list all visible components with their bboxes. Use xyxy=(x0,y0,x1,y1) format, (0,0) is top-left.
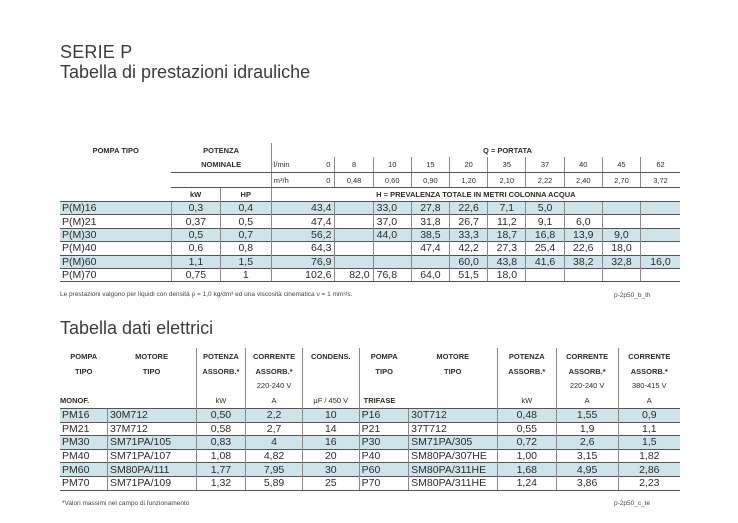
head-cell-q6: 5,0 xyxy=(526,202,564,215)
m3h-1: 0,48 xyxy=(335,173,373,188)
hydraulic-code: p-2p50_b_th xyxy=(614,292,651,299)
h-assorb-380: ASSORB.* xyxy=(618,364,680,378)
hydraulic-table-title: Tabella di prestazioni idrauliche xyxy=(60,62,311,82)
electric-row xyxy=(60,449,680,463)
tri-pump-cell: P30 xyxy=(359,436,409,450)
electric-row xyxy=(60,476,680,490)
mono-pump-cell: PM60 xyxy=(60,463,107,477)
pump-name-cell: P(M)16 xyxy=(60,202,171,215)
electric-row xyxy=(60,463,680,477)
tri-kw-cell: 0,48 xyxy=(497,409,556,423)
head-cell-q4: 60,0 xyxy=(450,255,488,268)
mono-pump-cell: PM70 xyxy=(60,476,107,490)
h-motore-tri: MOTORE xyxy=(436,351,470,361)
tri-kw-cell: 1,24 xyxy=(497,476,556,490)
h-monof: MONOF. xyxy=(60,395,90,405)
h-motore-mono: MOTORE xyxy=(135,351,168,361)
head-cell-q2: 33,0 xyxy=(373,202,411,215)
hydraulic-performance-table xyxy=(60,143,680,282)
head-cell-q4: 26,7 xyxy=(450,215,488,228)
u-a-mono: A xyxy=(246,392,303,409)
tri-kw-cell: 0,55 xyxy=(497,422,556,436)
mono-pump-cell: PM40 xyxy=(60,449,107,463)
tri-motor-cell: 30T712 xyxy=(409,409,498,423)
u-a-220: A xyxy=(556,392,618,409)
head-cell-q6: 41,6 xyxy=(526,255,564,268)
head-cell-q5: 7,1 xyxy=(488,202,526,215)
head-cell-q9 xyxy=(641,228,680,241)
mono-motor-cell: SM71PA/107 xyxy=(107,449,196,463)
header-power-1: POTENZA xyxy=(203,145,240,155)
head-cell-q3 xyxy=(411,255,449,268)
series-title: SERIE P xyxy=(60,42,133,62)
head-cell-q1 xyxy=(335,255,373,268)
tri-kw-cell: 1,00 xyxy=(497,449,556,463)
h-assorb-220: ASSORB.* xyxy=(556,364,618,378)
m3h-4: 1,20 xyxy=(450,173,488,188)
electric-code: p-2p50_c_te xyxy=(614,500,651,507)
head-cell-q7: 6,0 xyxy=(564,215,602,228)
head-cell-q0: 47,4 xyxy=(271,215,335,228)
m3h-5: 2,10 xyxy=(488,173,526,188)
electric-data-table xyxy=(60,348,680,491)
tri-pump-cell: P21 xyxy=(359,422,409,436)
head-cell-q3: 27,8 xyxy=(411,202,449,215)
unit-m3h: m³/h xyxy=(271,173,322,188)
head-cell-q4: 42,2 xyxy=(450,242,488,255)
tri-pump-cell: P70 xyxy=(359,476,409,490)
lmin-3: 15 xyxy=(411,157,449,173)
head-cell-q6 xyxy=(526,268,564,281)
u-a-380: A xyxy=(618,392,680,409)
head-cell-q7: 22,6 xyxy=(564,242,602,255)
mono-kw-cell: 1,77 xyxy=(196,463,246,477)
header-kw: kW xyxy=(189,190,202,199)
h-v380-tri: 380-415 V xyxy=(618,378,680,392)
tri-pump-cell: P40 xyxy=(359,449,409,463)
head-cell-q3: 38,5 xyxy=(411,228,449,241)
lmin-4: 20 xyxy=(450,157,488,173)
kw-cell: 1,1 xyxy=(171,255,220,268)
tri-motor-cell: SM80PA/311HE xyxy=(409,476,498,490)
lmin-7: 40 xyxy=(564,157,602,173)
electric-note: *Valori massimi nel campo di funzionamento xyxy=(62,500,190,507)
tri-current-380-cell: 1,1 xyxy=(618,422,680,436)
mono-kw-cell: 0,83 xyxy=(196,436,246,450)
mono-current-cell: 2,2 xyxy=(246,409,303,423)
mono-kw-cell: 0,50 xyxy=(196,409,246,423)
h-tipo-tri: TIPO xyxy=(359,364,409,378)
kw-cell: 0,5 xyxy=(171,228,220,241)
mono-kw-cell: 0,58 xyxy=(196,422,246,436)
capacitor-cell: 20 xyxy=(302,449,359,463)
h-assorb-tri: ASSORB.* xyxy=(497,364,556,378)
tri-current-380-cell: 1,5 xyxy=(618,436,680,450)
header-pump-type: POMPA TIPO xyxy=(92,145,139,155)
head-cell-q1 xyxy=(335,228,373,241)
tri-current-220-cell: 3,86 xyxy=(556,476,618,490)
kw-cell: 0,37 xyxy=(171,215,220,228)
head-cell-q9 xyxy=(641,242,680,255)
hydraulic-row xyxy=(60,202,680,215)
head-cell-q2: 44,0 xyxy=(373,228,411,241)
tri-current-220-cell: 3,15 xyxy=(556,449,618,463)
h-potenza-tri: POTENZA xyxy=(497,348,556,364)
mono-motor-cell: 30M712 xyxy=(107,409,196,423)
h-tipo-motore-mono: TIPO xyxy=(142,366,161,376)
hydraulic-note: Le prestazioni valgono per liquidi con densità ρ = 1,0 kg/dm³ ed una viscosità cinematica ν = 1 mm²/s. xyxy=(60,291,353,298)
head-cell-q6: 25,4 xyxy=(526,242,564,255)
tri-current-380-cell: 1,82 xyxy=(618,449,680,463)
mono-current-cell: 4,82 xyxy=(246,449,303,463)
head-cell-q3: 47,4 xyxy=(411,242,449,255)
mono-motor-cell: SM71PA/109 xyxy=(107,476,196,490)
capacitor-cell: 10 xyxy=(302,409,359,423)
lmin-5: 35 xyxy=(488,157,526,173)
head-cell-q0: 43,4 xyxy=(271,202,335,215)
h-corrente-mono: CORRENTE xyxy=(246,348,303,364)
head-cell-q4: 33,3 xyxy=(450,228,488,241)
head-cell-q1: 82,0 xyxy=(335,268,373,281)
hydraulic-row xyxy=(60,242,680,255)
mono-pump-cell: PM21 xyxy=(60,422,107,436)
tri-kw-cell: 1,68 xyxy=(497,463,556,477)
tri-kw-cell: 0,72 xyxy=(497,436,556,450)
lmin-6: 37 xyxy=(526,157,564,173)
mono-current-cell: 7,95 xyxy=(246,463,303,477)
hp-cell: 0,8 xyxy=(220,242,271,255)
head-cell-q6: 16,8 xyxy=(526,228,564,241)
pump-name-cell: P(M)40 xyxy=(60,242,171,255)
electric-row xyxy=(60,422,680,436)
head-cell-q4: 51,5 xyxy=(450,268,488,281)
u-kw-mono: kW xyxy=(196,392,246,409)
head-cell-q9 xyxy=(641,202,680,215)
head-cell-q5: 18,7 xyxy=(488,228,526,241)
m3h-7: 2,40 xyxy=(564,173,602,188)
m3h-3: 0,90 xyxy=(411,173,449,188)
hp-cell: 0,7 xyxy=(220,228,271,241)
h-tipo-motore-tri: TIPO xyxy=(444,366,462,376)
lmin-1: 8 xyxy=(335,157,373,173)
m3h-2: 0,60 xyxy=(373,173,411,188)
head-cell-q1 xyxy=(335,242,373,255)
head-cell-q7: 38,2 xyxy=(564,255,602,268)
tri-pump-cell: P60 xyxy=(359,463,409,477)
mono-pump-cell: PM30 xyxy=(60,436,107,450)
head-cell-q4: 22,6 xyxy=(450,202,488,215)
head-cell-q5: 18,0 xyxy=(488,268,526,281)
kw-cell: 0,75 xyxy=(171,268,220,281)
head-cell-q0: 102,6 xyxy=(271,268,335,281)
kw-cell: 0,3 xyxy=(171,202,220,215)
hp-cell: 1,5 xyxy=(220,255,271,268)
mono-current-cell: 2,7 xyxy=(246,422,303,436)
h-corrente-220: CORRENTE xyxy=(556,348,618,364)
u-uf: μF / 450 V xyxy=(302,392,359,409)
head-cell-q8 xyxy=(602,215,640,228)
mono-current-cell: 5,89 xyxy=(246,476,303,490)
tri-current-220-cell: 1,55 xyxy=(556,409,618,423)
head-cell-q3: 31,8 xyxy=(411,215,449,228)
lmin-2: 10 xyxy=(373,157,411,173)
tri-current-380-cell: 2,23 xyxy=(618,476,680,490)
head-cell-q2: 37,0 xyxy=(373,215,411,228)
head-cell-q6: 9,1 xyxy=(526,215,564,228)
electric-table-title: Tabella dati elettrici xyxy=(60,318,214,338)
head-cell-q1 xyxy=(335,202,373,215)
head-cell-q7 xyxy=(564,268,602,281)
head-cell-q8: 32,8 xyxy=(602,255,640,268)
head-cell-q9 xyxy=(641,268,680,281)
capacitor-cell: 30 xyxy=(302,463,359,477)
mono-kw-cell: 1,32 xyxy=(196,476,246,490)
head-cell-q8: 18,0 xyxy=(602,242,640,255)
h-tipo-mono: TIPO xyxy=(74,366,93,376)
m3h-9: 3,72 xyxy=(641,173,680,188)
tri-current-220-cell: 1,9 xyxy=(556,422,618,436)
mono-motor-cell: SM80PA/111 xyxy=(107,463,196,477)
h-assorb-mono: ASSORB.* xyxy=(196,364,246,378)
pump-name-cell: P(M)60 xyxy=(60,255,171,268)
tri-current-380-cell: 2,86 xyxy=(618,463,680,477)
m3h-0: 0 xyxy=(322,173,335,188)
tri-motor-cell: SM71PA/305 xyxy=(409,436,498,450)
hp-cell: 0,5 xyxy=(220,215,271,228)
head-cell-q1 xyxy=(335,215,373,228)
tri-motor-cell: SM80PA/307HE xyxy=(409,449,498,463)
capacitor-cell: 14 xyxy=(302,422,359,436)
h-potenza-mono: POTENZA xyxy=(196,348,246,364)
hp-cell: 1 xyxy=(220,268,271,281)
head-cell-q5: 43,8 xyxy=(488,255,526,268)
head-cell-q9 xyxy=(641,215,680,228)
head-cell-q2 xyxy=(373,255,411,268)
h-condens: CONDENS. xyxy=(302,348,359,364)
lmin-9: 62 xyxy=(641,157,680,173)
tri-current-220-cell: 4,95 xyxy=(556,463,618,477)
head-cell-q0: 64,3 xyxy=(271,242,335,255)
pump-name-cell: P(M)70 xyxy=(60,268,171,281)
lmin-0: 0 xyxy=(322,157,335,173)
head-cell-q9: 16,0 xyxy=(641,255,680,268)
mono-kw-cell: 1,08 xyxy=(196,449,246,463)
header-head: H = PREVALENZA TOTALE IN METRI COLONNA ACQUA xyxy=(271,188,680,202)
hydraulic-row xyxy=(60,255,680,268)
head-cell-q7: 13,9 xyxy=(564,228,602,241)
h-v220-tri: 220-240 V xyxy=(556,378,618,392)
h-assorb-corr-mono: ASSORB.* xyxy=(246,364,303,378)
head-cell-q2: 76,8 xyxy=(373,268,411,281)
tri-current-380-cell: 0,9 xyxy=(618,409,680,423)
electric-row xyxy=(60,436,680,450)
mono-motor-cell: 37M712 xyxy=(107,422,196,436)
head-cell-q0: 56,2 xyxy=(271,228,335,241)
pump-name-cell: P(M)21 xyxy=(60,215,171,228)
unit-lmin: l/min xyxy=(271,157,322,173)
tri-motor-cell: 37T712 xyxy=(409,422,498,436)
h-corrente-380: CORRENTE xyxy=(618,348,680,364)
kw-cell: 0,6 xyxy=(171,242,220,255)
hydraulic-row xyxy=(60,215,680,228)
head-cell-q7 xyxy=(564,202,602,215)
head-cell-q8: 9,0 xyxy=(602,228,640,241)
u-kw-tri: kW xyxy=(497,392,556,409)
head-cell-q0: 76,9 xyxy=(271,255,335,268)
head-cell-q5: 11,2 xyxy=(488,215,526,228)
m3h-8: 2,70 xyxy=(602,173,640,188)
h-pompa-mono: POMPA xyxy=(70,351,98,361)
head-cell-q8 xyxy=(602,268,640,281)
h-pompa-tri: POMPA xyxy=(359,348,409,364)
h-trifase: TRIFASE xyxy=(359,392,409,409)
tri-current-220-cell: 2,6 xyxy=(556,436,618,450)
mono-motor-cell: SM71PA/105 xyxy=(107,436,196,450)
head-cell-q8 xyxy=(602,202,640,215)
mono-pump-cell: PM16 xyxy=(60,409,107,423)
head-cell-q2 xyxy=(373,242,411,255)
h-v220-mono: 220-240 V xyxy=(246,378,303,392)
header-flow: Q = PORTATA xyxy=(482,145,532,155)
capacitor-cell: 16 xyxy=(302,436,359,450)
header-power-2: NOMINALE xyxy=(171,157,271,173)
hp-cell: 0,4 xyxy=(220,202,271,215)
tri-pump-cell: P16 xyxy=(359,409,409,423)
electric-row xyxy=(60,409,680,423)
hydraulic-row xyxy=(60,268,680,281)
tri-motor-cell: SM80PA/311HE xyxy=(409,463,498,477)
lmin-8: 45 xyxy=(602,157,640,173)
head-cell-q5: 27,3 xyxy=(488,242,526,255)
head-cell-q3: 64,0 xyxy=(411,268,449,281)
mono-current-cell: 4 xyxy=(246,436,303,450)
m3h-6: 2,22 xyxy=(526,173,564,188)
header-hp: HP xyxy=(220,188,271,202)
hydraulic-row xyxy=(60,228,680,241)
capacitor-cell: 25 xyxy=(302,476,359,490)
pump-name-cell: P(M)30 xyxy=(60,228,171,241)
